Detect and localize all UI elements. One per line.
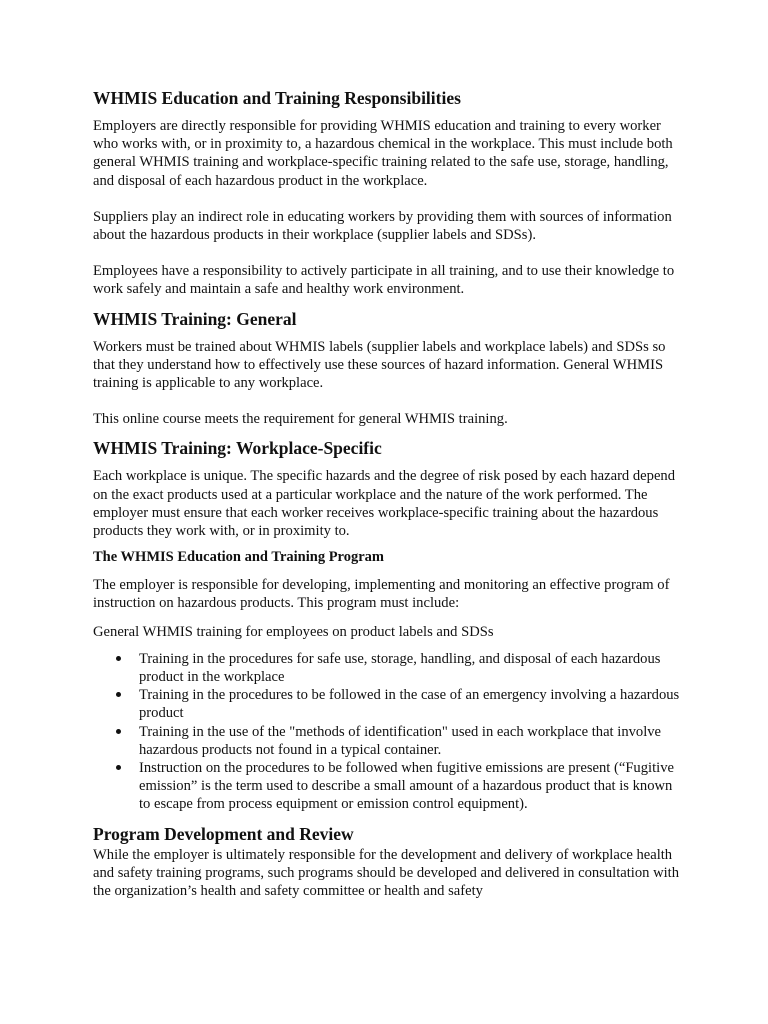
general-paragraph: Workers must be trained about WHMIS labels (supplier labels and workplace labels) and SDSs so that they understand how to effectively use these sources of hazard information. General WHMIS training is applicable to any workplace. [93,338,666,392]
review-heading: Program Development and Review [93,823,354,844]
workplace-specific-paragraph: Each workplace is unique. The specific hazards and the degree of risk posed by each hazard depend on the exact products used at a particular workplace and the nature of the work performed. The employer must ensure that each worker receives workplace-specific training about the hazardous products they work with, or in proximity to. [93,468,676,540]
list-item: Training in the use of the "methods of identification" used in each workplace that involve hazardous products not found in a typical container. [93,723,683,759]
intro-paragraph: Suppliers play an indirect role in educating workers by providing them with sources of information about the hazardous products in their workplace (supplier labels and SDSs). [93,208,672,244]
general-paragraph: This online course meets the requirement for general WHMIS training. [93,411,508,428]
program-list-intro: General WHMIS training for employees on product labels and SDSs [93,623,494,640]
workplace-specific-heading: WHMIS Training: Workplace-Specific [93,438,382,459]
list-item: Instruction on the procedures to be followed when fugitive emissions are present (“Fugitive emission” is the term used to describe a small amount of a hazardous product that is known to escape from process equipment or emission control equipment). [93,759,683,814]
list-item: Training in the procedures for safe use, storage, handling, and disposal of each hazardous product in the workplace [93,650,683,686]
list-item: Training in the procedures to be followed in the case of an emergency involving a hazardous product [93,686,683,722]
intro-paragraph: Employers are directly responsible for providing WHMIS education and training to every worker who works with, or in proximity to, a hazardous chemical in the workplace. This must include both general WHMIS training and workplace-specific training related to the safe use, storage, handling, and disposal of each hazardous product in the workplace. [93,118,673,189]
program-heading: The WHMIS Education and Training Program [93,549,384,566]
review-paragraph: While the employer is ultimately responsible for the development and delivery of workplace health and safety training programs, such programs should be developed and delivered in consultation with the organization’s health and safety committee or health and safety [93,846,680,900]
program-paragraph: The employer is responsible for developing, implementing and monitoring an effective program of instruction on hazardous products. This program must include: [93,577,670,612]
document-body [93,86,683,900]
intro-paragraph: Employees have a responsibility to actively participate in all training, and to use their knowledge to work safely and maintain a safe and healthy work environment. [93,263,675,298]
program-bullet-list [93,650,683,814]
general-heading: WHMIS Training: General [93,308,297,329]
document-title: WHMIS Education and Training Responsibilities [93,88,461,108]
